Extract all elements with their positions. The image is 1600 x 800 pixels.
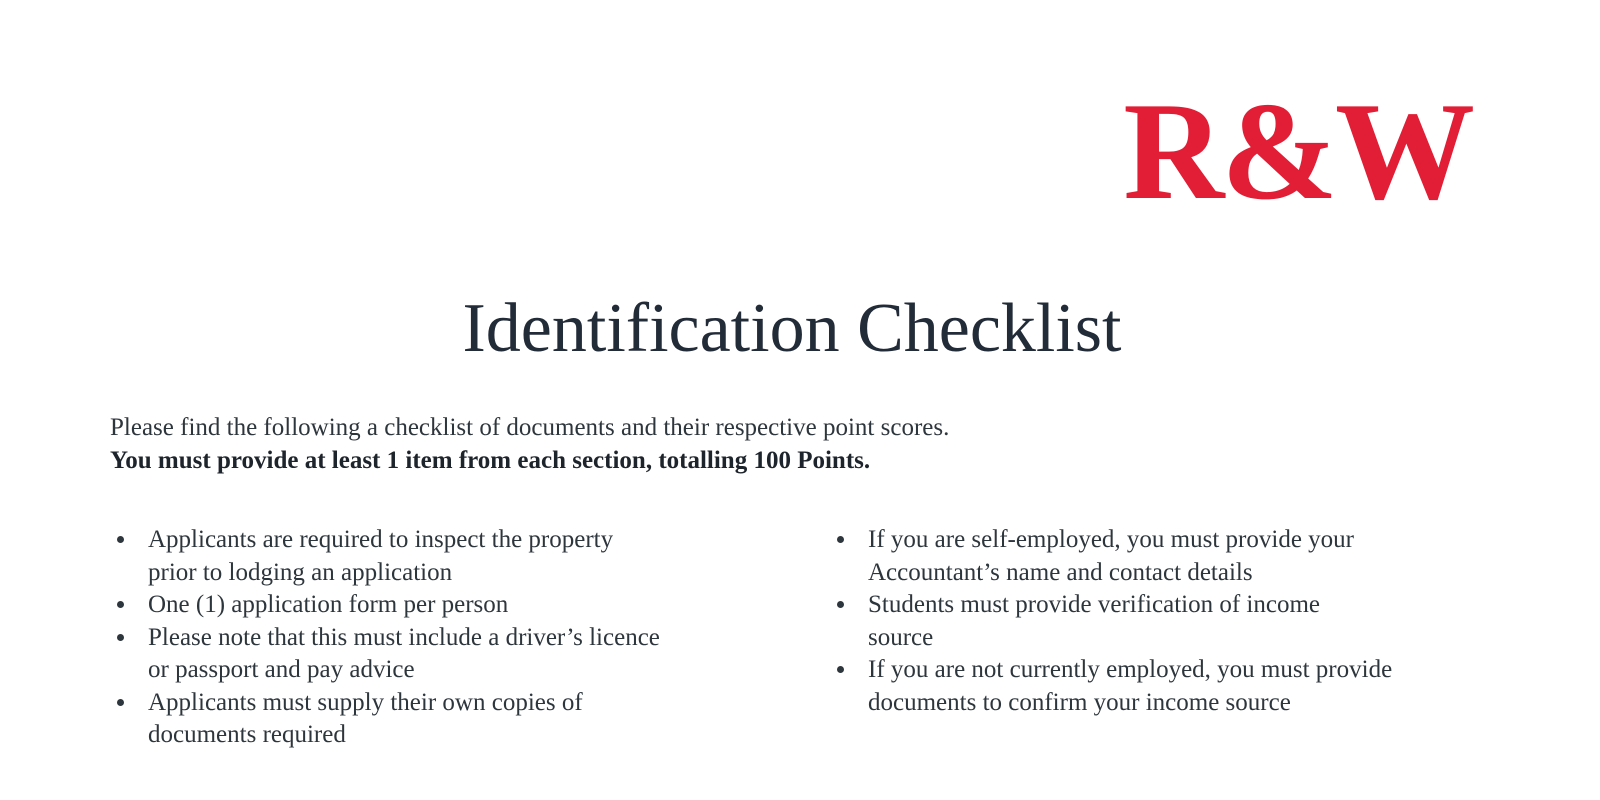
list-item-line: • Applicants are required to inspect the property (148, 526, 614, 553)
checklist-right-column (822, 524, 1502, 719)
list-item (858, 524, 1502, 589)
list-item-line: documents required (148, 721, 346, 748)
list-item-line: • If you are self-employed, you must provide your (868, 526, 1354, 553)
list-item (138, 524, 762, 589)
list-item (138, 622, 762, 687)
rw-logo: R&W (1123, 74, 1472, 229)
list-item-line: prior to lodging an application (148, 558, 453, 586)
intro-line-bold: You must provide at least 1 item from each section, totalling 100 Points. (110, 447, 871, 474)
page-title: Identification Checklist (462, 290, 1122, 367)
list-item-line: • Please note that this must include a driver’s licence (148, 623, 660, 651)
list-item-line: or passport and pay advice (148, 656, 415, 683)
list-item-line: • If you are not currently employed, you must provide (868, 656, 1393, 683)
list-item (858, 654, 1502, 719)
list-item-line: documents to confirm your income source (868, 688, 1291, 716)
intro-line: Please find the following a checklist of documents and their respective point scores. (110, 414, 950, 441)
list-item (858, 589, 1502, 654)
list-item (138, 589, 762, 622)
list-item-line: Accountant’s name and contact details (868, 558, 1253, 586)
checklist-left-column (102, 524, 762, 752)
list-item (138, 687, 762, 752)
list-item-line: • Students must provide verification of income (868, 591, 1320, 618)
list-item-line: • One (1) application form per person (148, 591, 509, 618)
list-item-line: source (868, 623, 934, 651)
list-item-line: • Applicants must supply their own copies of (148, 688, 583, 716)
intro-paragraph (110, 411, 1210, 477)
